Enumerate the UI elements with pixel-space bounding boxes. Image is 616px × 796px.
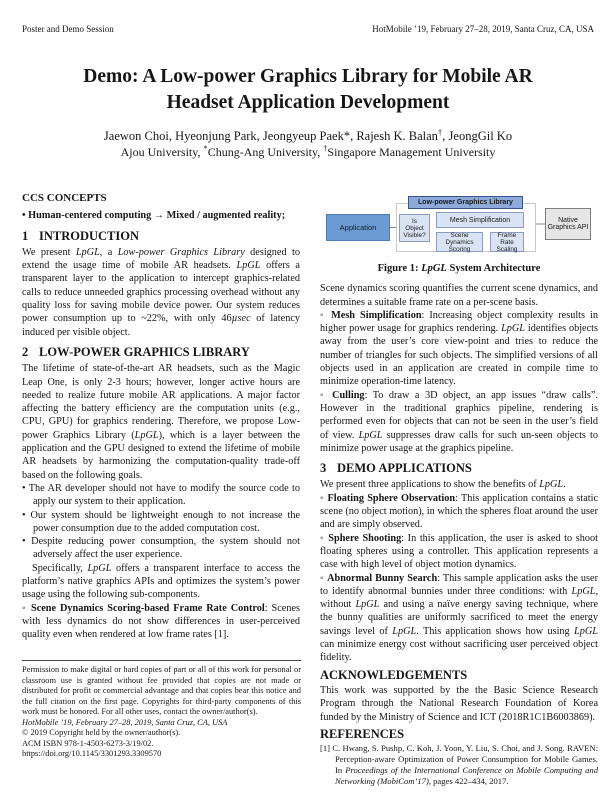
subcomponents-paragraph: Specifically, LpGL offers a transparent interface to access the platform’s native graphics APIs and optimizes the system’s power usage using the following sub-components. (22, 562, 300, 601)
figure-box-scene-dynamics-scoring: Scene Dynamics Scoring (436, 232, 483, 252)
running-head (22, 24, 594, 34)
running-head-conference: HotMobile ’19, February 27–28, 2019, Santa Cruz, CA, USA (372, 24, 594, 34)
author-list: Jaewon Choi, Hyeonjung Park, Jeongyeup Paek*, Rajesh K. Balan†, JeongGil Ko (103, 126, 513, 143)
culling-item: ◦ Culling: To draw a 3D object, an app issues “draw calls”. However in the traditional graphics pipeline, rendering is performed even for objects that can not be seen in the user’s field of view. LpGL suppresses draw calls for such un-seen objects to minimize power usage at the graphics pipeline. (320, 389, 598, 454)
left-column (22, 192, 300, 642)
acknowledgements-heading: ACKNOWLEDGEMENTS (320, 667, 468, 682)
sphere-shooting-item: ◦ Sphere Shooting: In this application, the user is asked to shoot floating spheres using a controller. This application represents a case with high level of object motion dynamics. (320, 532, 598, 571)
intro-paragraph: We present LpGL, a Low-power Graphics Library designed to extend the usage time of mobile AR headsets. LpGL offers a transparent layer to the application to intercept graphics-related calls to reduce unneeded graphics processing overhead without any quality loss for saving mobile device power. Our system reduces power consumption up to ~22%, with only 46µsec of latency induced per visible object. (22, 246, 300, 338)
section-heading-lpgl (22, 346, 300, 359)
running-head-session: Poster and Demo Session (22, 24, 114, 34)
footnote-isbn: ACM ISBN 978-1-4503-6273-3/19/02. (22, 738, 154, 748)
floating-sphere-item: ◦ Floating Sphere Observation: This application contains a static scene (no object motion), in which the spheres float around the user and are simply observed. (320, 492, 599, 531)
figure-box-frame-rate-scaling: Frame Rate Scaling (490, 232, 524, 252)
title-block (0, 64, 616, 160)
figure-box-application: Application (326, 214, 390, 241)
paper-title: Demo: A Low-power Graphics Library for Mobile AR Headset Application Development (83, 66, 533, 113)
section-label: INTRODUCTION (39, 228, 140, 243)
footnote-conference: HotMobile ’19, February 27–28, 2019, Santa Cruz, CA, USA (22, 717, 228, 727)
mesh-simplification-item: ◦ Mesh Simplification: Increasing object complexity results in higher power usage for graphics rendering. LpGL identifies objects away from the user’s core view-point and tries to reduce the number of triangles for such objects. The simplified versions of all objects used in an application are created in compile time to minimize operation-time latency. (320, 309, 598, 388)
figure-box-native-graphics-api: Native Graphics API (545, 208, 591, 240)
reference-1: [1] C. Hwang, S. Pushp, C. Koh, J. Yoon, Y. Liu, S. Choi, and J. Song. RAVEN: Perception-aware Optimization of Power Consumption for Mobile Games. In Proceedings of the International Conference on Mobile Computing and Networking (MobiCom’17), pages 422–434, 2017. (320, 743, 598, 787)
affiliation-list: Ajou University, *Chung-Ang University, †Singapore Management University (120, 144, 496, 159)
references-heading: REFERENCES (320, 726, 405, 741)
section-number: 1 (22, 228, 29, 243)
scene-dynamics-item: ◦ Scene Dynamics Scoring-based Frame Rate Control: Scenes with less dynamics do not show differences in user-perceived quality even when rendered at low frame rates [1]. (22, 602, 300, 641)
figure-1-system-architecture (324, 194, 594, 258)
scene-scoring-paragraph: Scene dynamics scoring quantifies the current scene dynamics, and determines a suitable frame rate on a per-scene basis. (320, 283, 598, 308)
copyright-footnote (22, 660, 301, 760)
section-heading-introduction (22, 230, 300, 243)
goal-bullet-3: • Despite reducing power consumption, the system should not adversely affect the user experience. (22, 536, 300, 561)
lpgl-paragraph: The lifetime of state-of-the-art AR headsets, such as the Magic Leap One, is only 2-3 hours; however, longer active hours are needed to realize future mobile AR applications. A major factor affecting the battery efficiency are the computation units (e.g., CPU, GPU) for graphics rendering. Therefore, we propose Low-power Graphics Library (LpGL), which is a layer between the application and the GPU designed to extend the lifetime of mobile AR headsets by harmonizing the computation-quality trade-off based on the following goals. (22, 363, 300, 481)
ccs-heading: CCS CONCEPTS (22, 192, 107, 204)
section-number: 2 (22, 344, 29, 359)
figure-box-library-header: Low-power Graphics Library (408, 196, 523, 209)
goal-bullet-1: • The AR developer should not have to modify the source code to apply our system to their application. (22, 482, 300, 508)
figure-box-is-object-visible: Is Object Visible? (399, 214, 430, 242)
section-heading-demo-applications (320, 462, 598, 475)
doi-link[interactable]: https://doi.org/10.1145/3301293.3309570 (22, 749, 162, 758)
demo-intro-paragraph: We present three applications to show the benefits of LpGL. (320, 479, 566, 491)
right-column (320, 192, 598, 787)
acknowledgements-paragraph: This work was supported by the the Basic Science Research Program through the National Research Foundation of Korea funded by the Ministry of Science and ICT (2018R1C1B6003869). (320, 684, 598, 723)
figure-1-caption: Figure 1: LpGL System Architecture (377, 263, 541, 274)
section-label: DEMO APPLICATIONS (337, 461, 472, 476)
section-label: LOW-POWER GRAPHICS LIBRARY (39, 344, 250, 359)
figure-box-mesh-simplification: Mesh Simplification (436, 212, 524, 228)
abnormal-bunny-item: ◦ Abnormal Bunny Search: This sample application asks the user to identify abnormal bunnies under three conditions: with LpGL, without LpGL and using a naïve energy saving technique, where the bunny qualities are uniformly sacrificed to meet the energy savings level of LpGL. This application shows how using LpGL can minimize energy cost without sacrificing user perceived object fidelity. (320, 572, 599, 664)
ccs-content: • Human-centered computing → Mixed / augmented reality; (22, 210, 286, 222)
footnote-copyright: © 2019 Copyright held by the owner/author(s). (22, 728, 181, 737)
section-number: 3 (320, 461, 327, 476)
permission-text: Permission to make digital or hard copies of part or all of this work for personal or classroom use is granted without fee provided that copies are not made or distributed for profit or commercial advantage and that copies bear this notice and the full citation on the first page. Copyrights for third-party components of this work must be honored. For all other uses, contact the owner/author(s). (22, 665, 301, 716)
goal-bullet-2: • Our system should be lightweight enough to not increase the power consumption due to the added computation cost. (22, 509, 300, 534)
